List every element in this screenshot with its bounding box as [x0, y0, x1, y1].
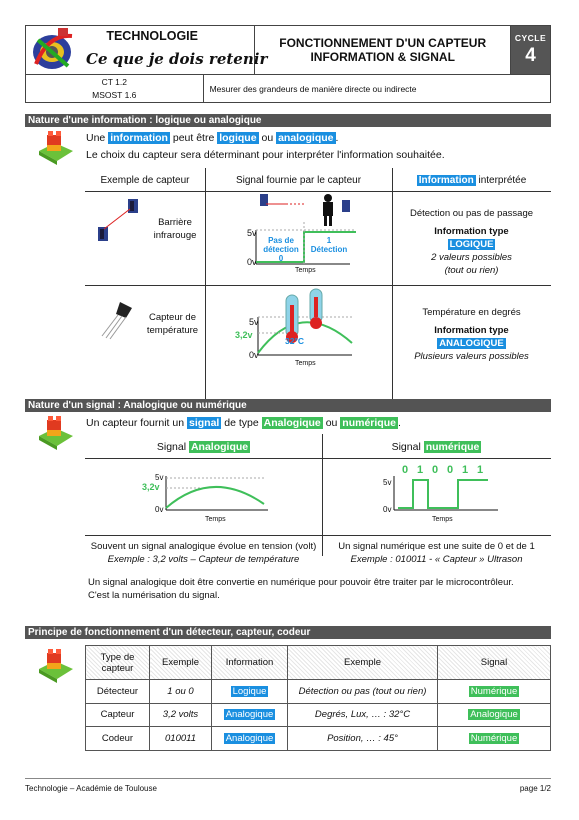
th-example: Exemple	[150, 646, 212, 680]
table-row: Codeur 010011 Analogique Position, … : 45° Numérique	[86, 727, 551, 751]
intro-line-2: Le choix du capteur sera déterminant pour interpréter l'information souhaitée.	[86, 149, 445, 161]
intro-line-1: Une information peut être logique ou analogique .	[86, 132, 339, 144]
signal-digital-header: Signal numérique	[391, 441, 480, 453]
header	[25, 25, 551, 102]
header-brand	[26, 26, 268, 75]
th-example-2: Exemple	[288, 646, 438, 680]
col-header-info: Information interprétée	[418, 175, 527, 186]
r2-temp-label: 32°C	[285, 336, 304, 346]
analog-32v-label: 3,2v	[142, 482, 160, 492]
numerisation-text: Un signal analogique doit être convertie en numérique pour pouvoir être traiter par le microcontrôleur. C'est la numérisation du signal.	[88, 577, 514, 601]
digital-desc: Un signal numérique est une suite de 0 et de 1 Exemple : 010011 - « Capteur » Ultrason	[338, 541, 535, 565]
main-title: FONCTIONNEMENT D'UN CAPTEUR INFORMATION & SIGNAL	[255, 26, 511, 75]
technologie-logo	[28, 26, 80, 74]
digital-signal-graph	[380, 470, 500, 516]
tech-title: TECHNOLOGIE	[106, 29, 198, 43]
th-signal: Signal	[438, 646, 551, 680]
signal-analog-header: Signal Analogique	[156, 441, 249, 453]
principle-table	[85, 645, 551, 751]
r1-no-detection-label: Pas de détection 0	[263, 236, 299, 263]
th-type: Type de capteur	[86, 646, 150, 680]
digital-bit: 0	[447, 464, 454, 476]
th-information: Information	[212, 646, 288, 680]
section-title-3: Principe de fonctionnement d'un détecteur, capteur, codeur	[25, 626, 551, 639]
col-header-signal: Signal fournie par le capteur	[235, 175, 362, 186]
digital-bit: 1	[462, 464, 469, 476]
table-row: Détecteur 1 ou 0 Logique Détection ou pas (tout ou rien) Numérique	[86, 680, 551, 704]
analog-desc: Souvent un signal analogique évolue en tension (volt) Exemple : 3,2 volts – Capteur de température	[90, 541, 317, 565]
lego-icon	[35, 131, 75, 165]
objective: Mesurer des grandeurs de manière directe ou indirecte	[203, 75, 550, 103]
footer-left: Technologie – Académie de Toulouse	[25, 784, 157, 793]
digital-bit: 1	[477, 464, 484, 476]
cycle-badge: CYCLE 4	[510, 26, 550, 75]
footer-page: page 1/2	[519, 784, 551, 793]
section-title-1: Nature d'une information : logique ou analogique	[25, 114, 551, 127]
lego-icon	[35, 649, 75, 683]
ct-code: CT 1.2 MSOST 1.6	[26, 75, 204, 103]
r1-detection-label: 1 Détection	[310, 236, 348, 254]
r1-info: Détection ou pas de passage Information type LOGIQUE 2 valeurs possibles (tout ou rien)	[409, 208, 534, 276]
digital-bit: 0	[432, 464, 439, 476]
s2-intro: Un capteur fournit un signal de type Analogique ou numérique .	[86, 417, 401, 429]
r1-sensor-name: Barrière infrarouge	[153, 217, 197, 241]
r2-sensor-name: Capteur de température	[146, 312, 199, 336]
section-title-2: Nature d'un signal : Analogique ou numérique	[25, 399, 551, 412]
table-row: Capteur 3,2 volts Analogique Degrés, Lux, … : 32°C Analogique	[86, 703, 551, 727]
col-header-example: Exemple de capteur	[100, 175, 190, 186]
r2-32v-label: 3,2v	[235, 330, 253, 340]
motto: Ce que je dois retenir	[86, 50, 268, 68]
digital-bit: 0	[402, 464, 409, 476]
thermistor-icon	[98, 300, 138, 340]
r2-info: Température en degrés Information type ANALOGIQUE Plusieurs valeurs possibles	[414, 307, 529, 362]
digital-bit: 1	[417, 464, 424, 476]
lego-icon	[35, 416, 75, 450]
